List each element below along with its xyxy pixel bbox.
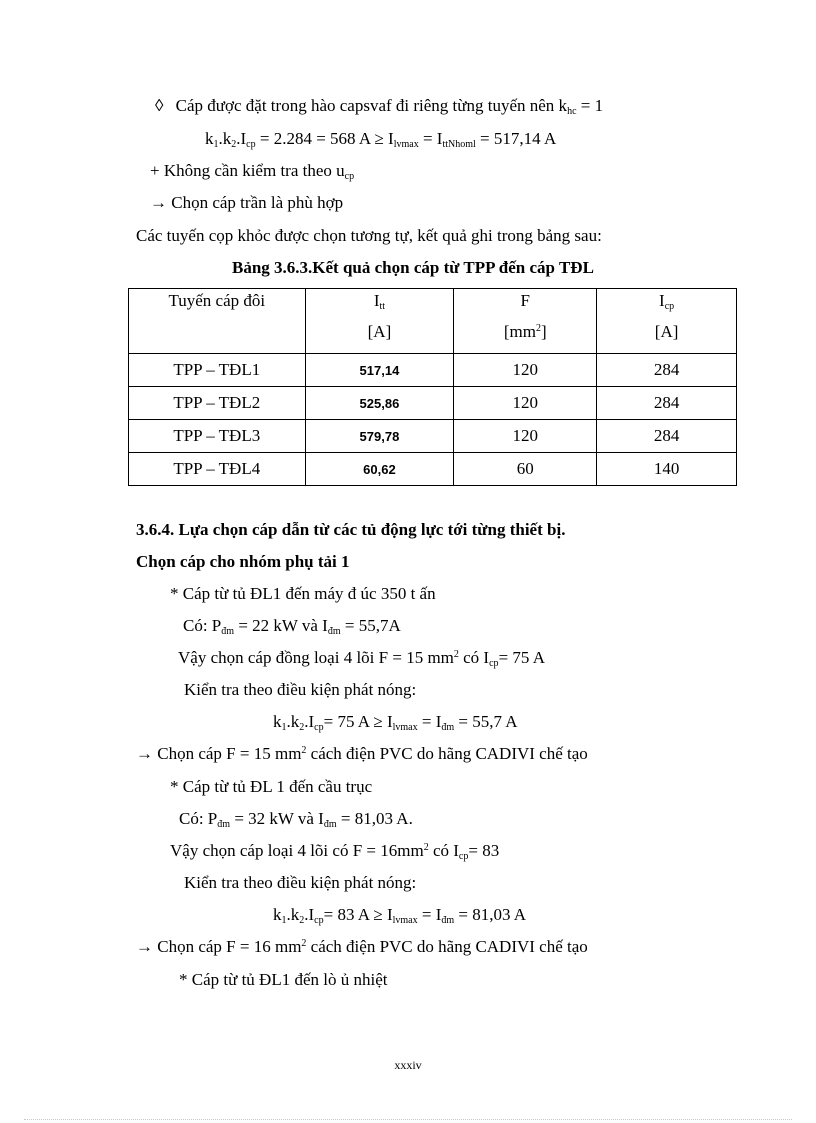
table-cell: TPP – TĐL2 (129, 387, 306, 420)
header-cell: $I_{cp}$ [A] (597, 289, 737, 354)
check-line: Kiển tra theo điều kiện phát nóng: (184, 873, 417, 892)
subsection-heading: Chọn cáp cho nhóm phụ tải 1 (136, 552, 350, 571)
conclusion-line: → Chọn cáp trần là phù hợp (150, 193, 344, 212)
header-cell: $I_{tt}$ [A] (305, 289, 454, 354)
table-cell: 525,86 (305, 387, 454, 420)
paragraph: Các tuyến cọp khỏc được chọn tương tự, kết quả ghi trong bảng sau: (136, 226, 602, 245)
table-cell: TPP – TĐL4 (129, 453, 306, 486)
formula-line: $k_1.k_2.I_{cp} = 2.284 = 568$ $A \ge I_{lvmax} = I_{ttNhoml} = 517,14$ A (205, 129, 557, 150)
results-table (128, 288, 737, 486)
given-line: Có: $P_{đm} = 22$ kW và $I_{đm} = 55,7A$ (183, 616, 401, 637)
conclusion-line: → Chọn cáp F = 15 $mm^2$ cách điện PVC do hãng CADIVI chế tạo (136, 744, 588, 763)
diamond-icon: ◊ (155, 96, 164, 115)
table-cell: 284 (597, 387, 737, 420)
page-number: xxxiv (394, 1058, 422, 1072)
table-cell: TPP – TĐL1 (129, 354, 306, 387)
table-header-row (129, 289, 737, 354)
list-item: * Cáp từ tủ ĐL 1 đến cầu trục (170, 777, 373, 796)
table-row (129, 387, 737, 420)
table-cell: 517,14 (305, 354, 454, 387)
bullet-line: ◊ Cáp được đặt trong hào capsvaf đi riêng từng tuyến nên $k_{hc} = 1$ (155, 96, 604, 117)
table-cell: 284 (597, 354, 737, 387)
selection-line: Vậy chọn cáp đồng loại 4 lõi F = 15 $mm^2$ có $I_{cp}= 75$ A (178, 648, 545, 669)
selection-line: Vậy chọn cáp loại 4 lõi có $F = 16mm^2$ có $I_{cp}= 83$ (170, 841, 500, 862)
table-cell: 60 (454, 453, 597, 486)
check-line: Kiển tra theo điều kiện phát nóng: (184, 680, 417, 699)
list-item: * Cáp từ tủ ĐL1 đến máy đ úc 350 t ấn (170, 584, 436, 603)
table-cell: 120 (454, 387, 597, 420)
table-cell: 120 (454, 420, 597, 453)
page-divider (24, 1119, 792, 1120)
section-heading: 3.6.4. Lựa chọn cáp dẫn từ các tủ động lực tới từng thiết bị. (136, 520, 566, 539)
table-cell: 60,62 (305, 453, 454, 486)
formula-line: $k_1.k_2.I_{cp}= 83$ $A \ge I_{lvmax} = I_{đm} = 81,03$ A (273, 905, 527, 926)
table-row (129, 420, 737, 453)
table-caption: Bảng 3.6.3.Kết quả chọn cáp từ TPP đến cáp TĐL (232, 258, 594, 277)
note-line: + Không cần kiểm tra theo $u_{cp}$ (150, 161, 355, 182)
table-cell: 284 (597, 420, 737, 453)
table-row (129, 453, 737, 486)
conclusion-line: → Chọn cáp F = 16 $mm^2$ cách điện PVC do hãng CADIVI chế tạo (136, 937, 588, 956)
table-row (129, 354, 737, 387)
list-item: * Cáp từ tủ ĐL1 đến lò ủ nhiệt (179, 970, 388, 989)
given-line: Có: $P_{đm} = 32$ kW và $I_{đm} = 81,03$ A. (179, 809, 413, 830)
header-cell: F $[mm^2]$ (454, 289, 597, 354)
table-cell: 120 (454, 354, 597, 387)
header-cell: Tuyến cáp đôi (129, 289, 306, 354)
table-cell: 579,78 (305, 420, 454, 453)
formula-line: $k_1.k_2.I_{cp}= 75$ $A \ge I_{lvmax} = I_{đm} = 55,7$ A (273, 712, 518, 733)
table-cell: 140 (597, 453, 737, 486)
table-cell: TPP – TĐL3 (129, 420, 306, 453)
